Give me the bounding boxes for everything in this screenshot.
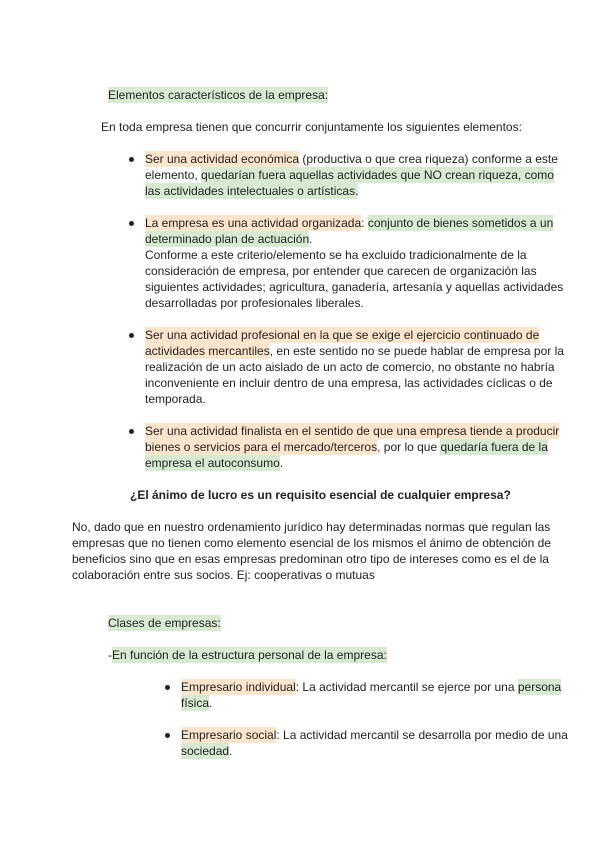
bullet-item xyxy=(145,215,600,311)
green-highlighted-text: quedarían fuera aquellas actividades que NO crean riqueza, como xyxy=(201,168,554,182)
bullet-item xyxy=(145,327,600,407)
text-run: . xyxy=(229,744,233,758)
orange-highlighted-text: La empresa es una actividad organizada xyxy=(145,216,362,230)
text-run: empresas que no tienen como elemento esencial de los mismos el ánimo de obtención de xyxy=(72,536,551,550)
text-run: . xyxy=(309,232,313,246)
text-run: - xyxy=(108,648,112,662)
green-highlighted-text: determinado plan de actuación xyxy=(145,232,310,246)
text-run: : La actividad mercantil se desarrolla por medio de una xyxy=(276,728,568,742)
bullet-icon xyxy=(129,157,134,162)
text-line xyxy=(145,279,600,295)
text-line xyxy=(145,455,600,471)
intro-paragraph xyxy=(101,119,600,135)
text-run: temporada. xyxy=(145,392,206,406)
text-run: : La actividad mercantil se ejerce por una xyxy=(295,680,518,694)
green-highlighted-text: empresa el autoconsumo xyxy=(145,456,280,470)
section-title-elements xyxy=(108,87,600,103)
text-line xyxy=(145,151,600,167)
text-line xyxy=(108,87,600,103)
bullet-icon xyxy=(129,221,134,226)
bullet-icon xyxy=(129,333,134,338)
green-highlighted-text: En función de la estructura personal de la empresa: xyxy=(112,648,387,662)
green-highlighted-text: quedaría fuera de la xyxy=(440,440,548,454)
text-line xyxy=(72,567,600,583)
text-run: Conforme a este criterio/elemento se ha excluido tradicionalmente de la xyxy=(145,248,527,262)
text-line xyxy=(145,359,600,375)
text-line xyxy=(145,215,600,231)
green-highlighted-text: Clases de empresas: xyxy=(108,616,221,630)
text-line xyxy=(145,423,600,439)
classification-subheading xyxy=(108,647,600,663)
text-run: En toda empresa tienen que concurrir conjuntamente los siguientes elementos: xyxy=(101,120,522,134)
orange-highlighted-text: Ser una actividad finalista en el sentido de que una empresa tiende a producir xyxy=(145,424,560,438)
text-line xyxy=(101,119,600,135)
bullet-item xyxy=(145,151,600,199)
text-line xyxy=(72,535,600,551)
text-line xyxy=(145,391,600,407)
text-line xyxy=(181,679,600,695)
text-run: siguientes actividades; agricultura, ganadería, artesanía y aquellas actividades xyxy=(145,280,564,294)
elements-list xyxy=(145,151,600,471)
text-line xyxy=(181,743,600,759)
text-run: consideración de empresa, por entender que carecen de organización las xyxy=(145,264,537,278)
text-line xyxy=(145,343,600,359)
text-run: (productiva o que crea riqueza) conforme a este xyxy=(299,152,558,166)
question-heading: ¿El ánimo de lucro es un requisito esencial de cualquier empresa? xyxy=(130,488,511,502)
text-run: inconveniente en incluir dentro de una empresa, las actividades cíclicas o de xyxy=(145,376,553,390)
text-run: elemento, xyxy=(145,168,202,182)
text-run: , en este sentido no se puede hablar de empresa por la xyxy=(269,344,564,358)
orange-highlighted-text: Empresario individual xyxy=(181,680,296,694)
bullet-item xyxy=(181,727,600,759)
text-line xyxy=(145,263,600,279)
green-highlighted-text: las actividades intelectuales o artísticas. xyxy=(145,184,359,198)
orange-highlighted-text: Ser una actividad profesional en la que se exige el ejercicio continuado de xyxy=(145,328,540,342)
green-highlighted-text: sociedad xyxy=(181,744,230,758)
bullet-icon xyxy=(129,429,134,434)
green-highlighted-text: conjunto de bienes sometidos a un xyxy=(367,216,554,230)
bullet-item xyxy=(145,423,600,471)
text-run: . xyxy=(209,696,213,710)
text-line xyxy=(145,231,600,247)
bullet-icon xyxy=(165,685,170,690)
text-run: : xyxy=(361,216,368,230)
text-run: realización de un acto aislado de un acto de comercio, no obstante no habría xyxy=(145,360,555,374)
text-run: No, dado que en nuestro ordenamiento jurídico hay determinadas normas que regulan las xyxy=(72,520,551,534)
bullet-icon xyxy=(165,733,170,738)
text-line xyxy=(145,247,600,263)
green-highlighted-text: persona xyxy=(517,680,562,694)
text-line xyxy=(181,695,600,711)
text-line xyxy=(145,439,600,455)
company-types-list xyxy=(181,679,600,759)
text-run: beneficios sino que en esas empresas predominan otro tipo de intereses como es el de la xyxy=(72,552,549,566)
text-line xyxy=(72,551,600,567)
text-line xyxy=(108,647,600,663)
text-line xyxy=(145,295,600,311)
text-line xyxy=(72,519,600,535)
orange-highlighted-text: bienes o servicios para el mercado/terceros xyxy=(145,440,378,454)
text-line xyxy=(145,183,600,199)
text-run: colaboración entre sus socios. Ej: cooperativas o mutuas xyxy=(72,568,375,582)
green-highlighted-text: física xyxy=(181,696,210,710)
text-line xyxy=(145,167,600,183)
orange-highlighted-text: Ser una actividad económica xyxy=(145,152,300,166)
text-run: . xyxy=(279,456,284,470)
text-run: , por lo que xyxy=(377,440,441,454)
answer-paragraph xyxy=(72,519,600,583)
text-run: desarrolladas por profesionales liberales. xyxy=(145,296,364,310)
text-line xyxy=(181,727,600,743)
text-line xyxy=(145,327,600,343)
green-highlighted-text: Elementos característicos de la empresa: xyxy=(108,88,329,102)
orange-highlighted-text: actividades mercantiles xyxy=(145,344,270,358)
text-line xyxy=(145,375,600,391)
text-line xyxy=(108,615,600,631)
section-title-classes xyxy=(108,615,600,631)
orange-highlighted-text: Empresario social xyxy=(181,728,277,742)
bullet-item xyxy=(181,679,600,711)
